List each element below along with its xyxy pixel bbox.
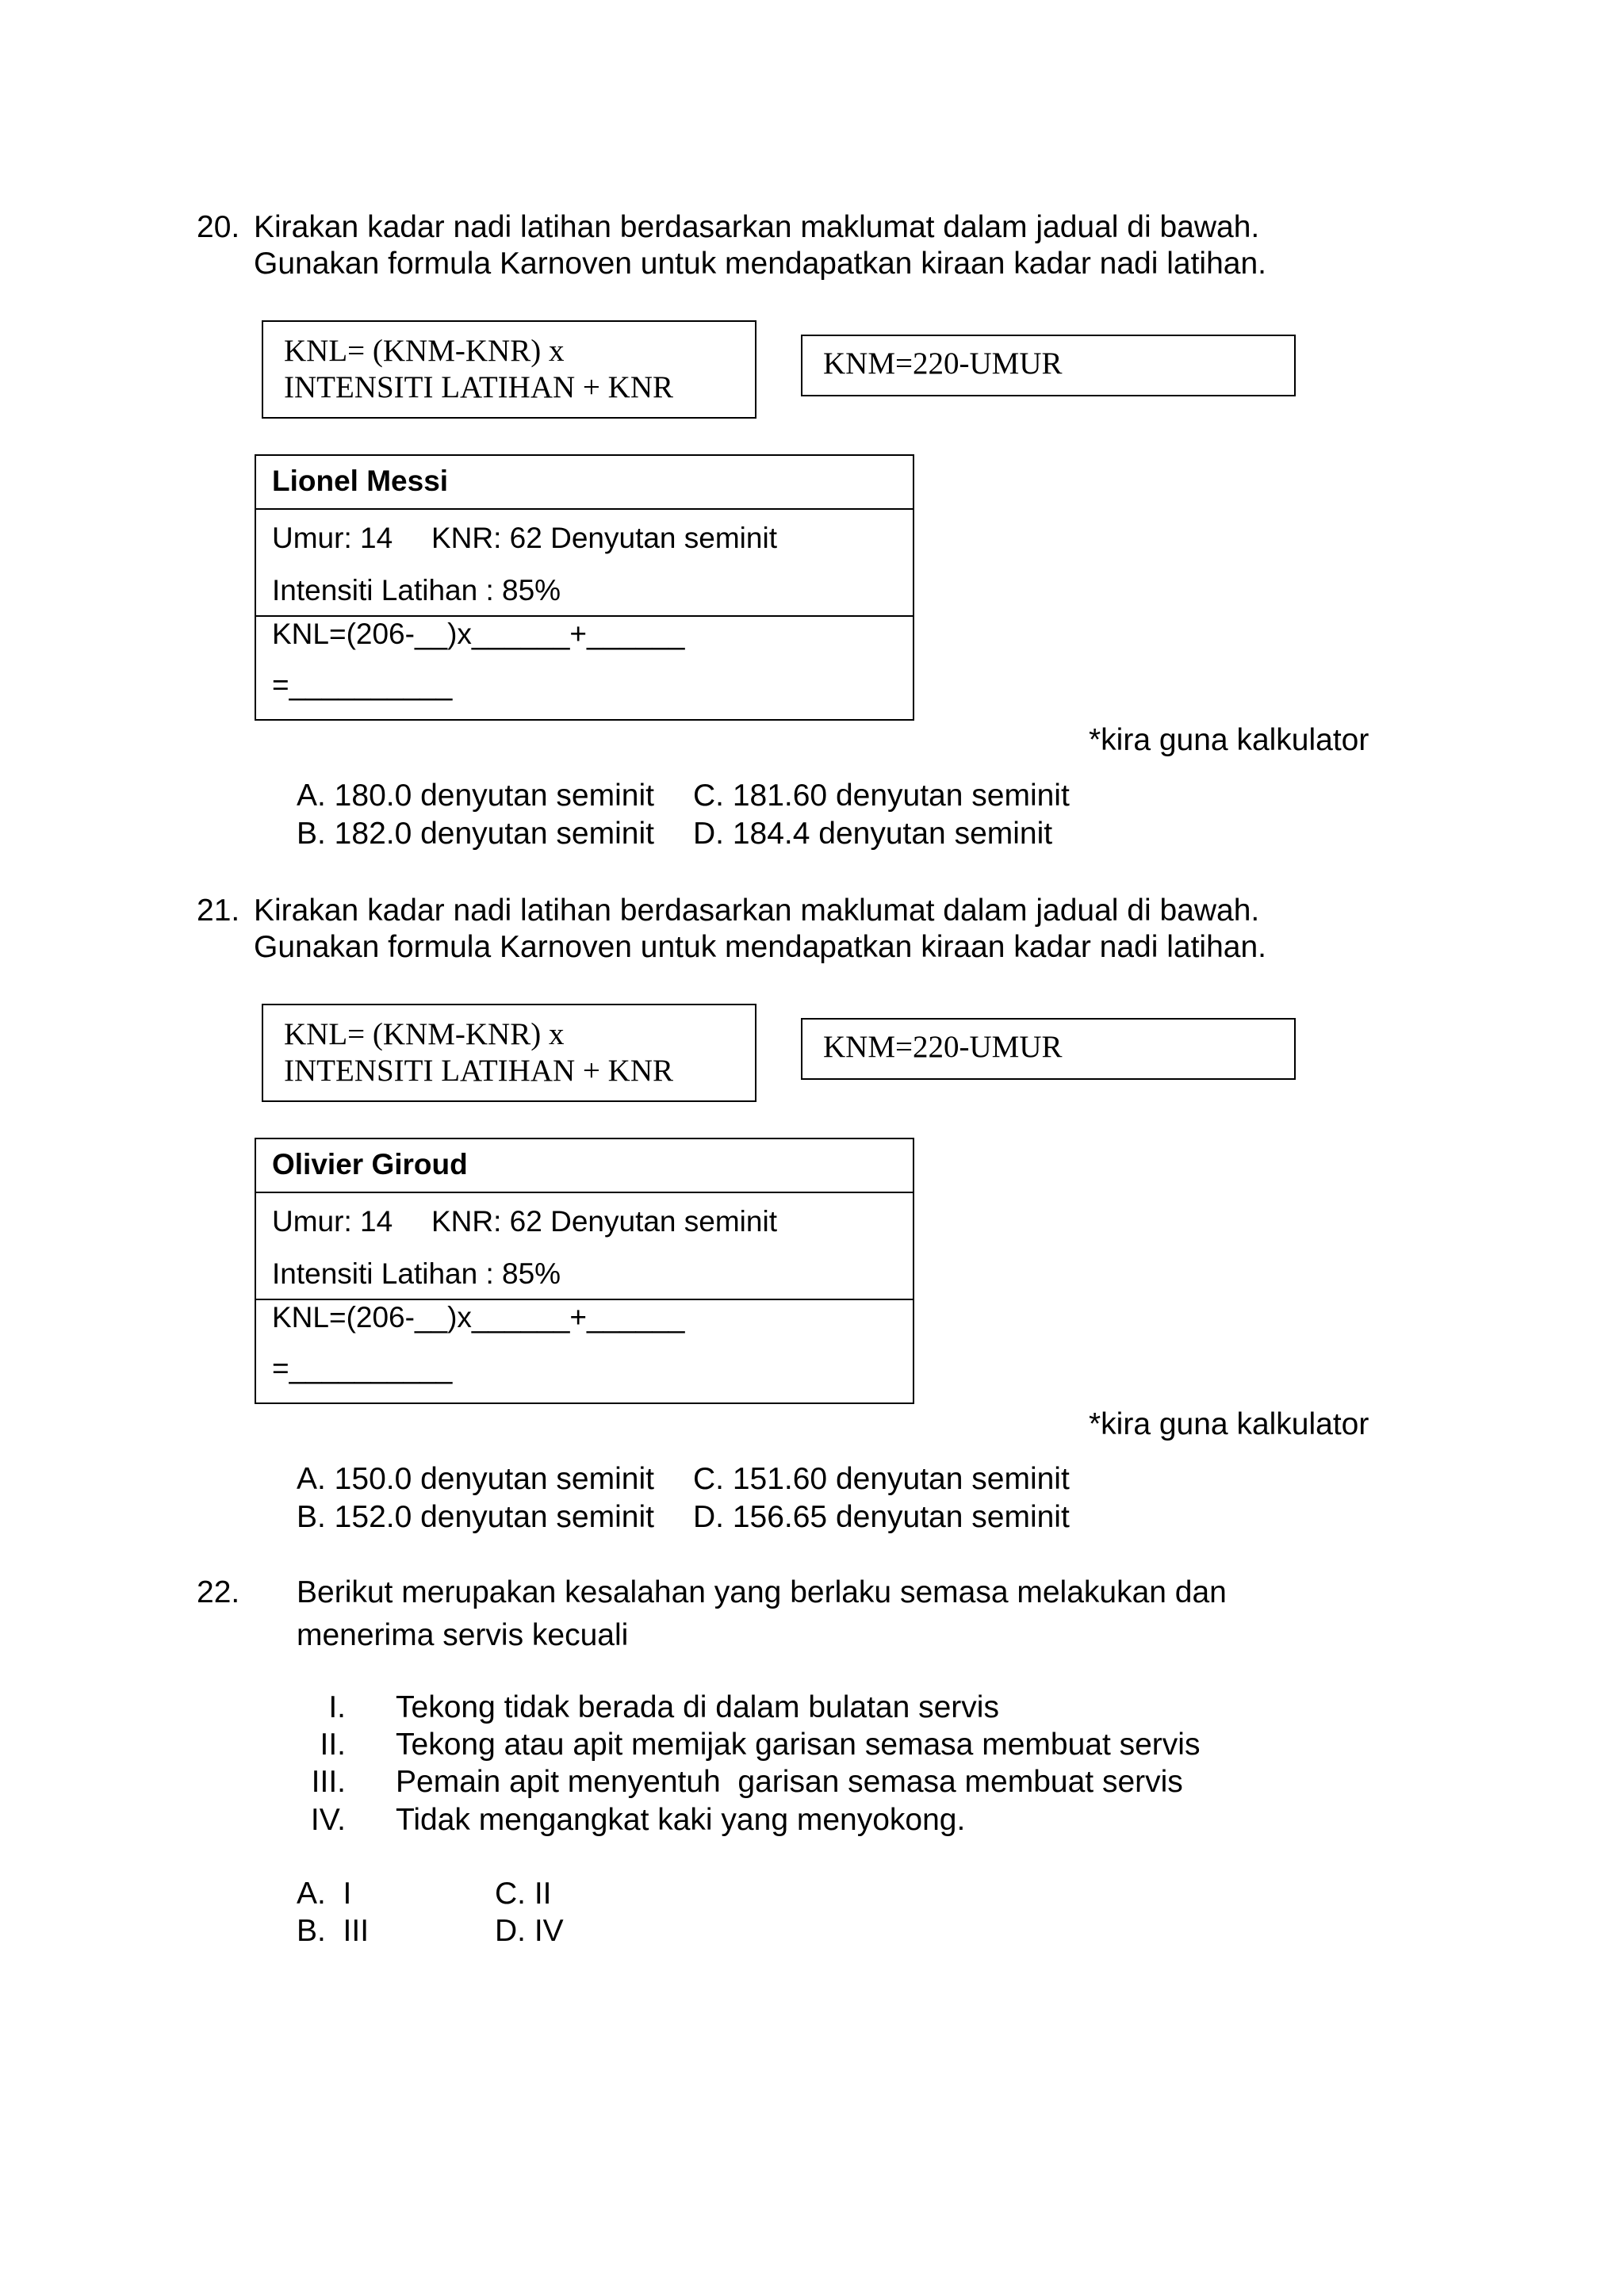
formula-line: INTENSITI LATIHAN + KNR xyxy=(284,1054,674,1088)
option-c[interactable]: C. 181.60 denyutan seminit xyxy=(693,779,1070,813)
data-table xyxy=(255,1138,914,1404)
option-a[interactable]: A. 150.0 denyutan seminit xyxy=(297,1462,654,1496)
question-number: 22. xyxy=(197,1575,240,1609)
statement-text: Tekong atau apit memijak garisan semasa membuat servis xyxy=(396,1728,1201,1762)
option-a[interactable]: A. I xyxy=(297,1877,352,1911)
knm-formula-box xyxy=(801,335,1296,396)
calc-result-line: =__________ xyxy=(272,1352,453,1384)
data-table xyxy=(255,454,914,721)
question-number: 20. xyxy=(197,210,240,244)
option-b[interactable]: B. 182.0 denyutan seminit xyxy=(297,817,654,851)
knr-value: KNR: 62 Denyutan seminit xyxy=(431,522,777,554)
knl-formula-box xyxy=(262,1004,756,1102)
knr-value: KNR: 62 Denyutan seminit xyxy=(431,1205,777,1238)
option-a[interactable]: A. 180.0 denyutan seminit xyxy=(297,779,654,813)
knl-formula-box xyxy=(262,320,756,419)
knm-formula-box xyxy=(801,1018,1296,1080)
option-c[interactable]: C. 151.60 denyutan seminit xyxy=(693,1462,1070,1496)
calc-line: KNL=(206-__)x______+______ xyxy=(272,1301,685,1334)
question-text: Berikut merupakan kesalahan yang berlaku semasa melakukan dan xyxy=(297,1575,1227,1609)
athlete-name: Lionel Messi xyxy=(272,465,449,497)
calculator-note: *kira guna kalkulator xyxy=(1089,723,1369,757)
formula-line: INTENSITI LATIHAN + KNR xyxy=(284,370,674,404)
statement-text: Tekong tidak berada di dalam bulatan servis xyxy=(396,1690,999,1724)
statement-numeral: II. xyxy=(320,1728,346,1762)
question-text: Kirakan kadar nadi latihan berdasarkan maklumat dalam jadual di bawah. xyxy=(254,894,1260,928)
formula-line: KNM=220-UMUR xyxy=(823,1030,1063,1064)
option-b[interactable]: B. 152.0 denyutan seminit xyxy=(297,1500,654,1534)
statement-numeral: III. xyxy=(311,1765,346,1799)
calc-result-line: =__________ xyxy=(272,668,453,701)
formula-line: KNM=220-UMUR xyxy=(823,346,1063,381)
formula-line: KNL= (KNM-KNR) x xyxy=(284,334,565,368)
statement-numeral: I. xyxy=(328,1690,346,1724)
question-text: menerima servis kecuali xyxy=(297,1618,629,1652)
age-value: Umur: 14 xyxy=(272,1205,393,1238)
option-b[interactable]: B. III xyxy=(297,1914,370,1948)
calculator-note: *kira guna kalkulator xyxy=(1089,1407,1369,1441)
statement-numeral: IV. xyxy=(310,1803,346,1837)
statement-text: Pemain apit menyentuh garisan semasa membuat servis xyxy=(396,1765,1183,1799)
question-text: Gunakan formula Karnoven untuk mendapatkan kiraan kadar nadi latihan. xyxy=(254,247,1266,281)
question-text: Kirakan kadar nadi latihan berdasarkan maklumat dalam jadual di bawah. xyxy=(254,210,1260,244)
intensity-value: Intensiti Latihan : 85% xyxy=(272,1257,561,1290)
option-d[interactable]: D. 184.4 denyutan seminit xyxy=(693,817,1053,851)
intensity-value: Intensiti Latihan : 85% xyxy=(272,574,561,607)
athlete-name: Olivier Giroud xyxy=(272,1148,468,1181)
option-c[interactable]: C. II xyxy=(495,1877,552,1911)
formula-line: KNL= (KNM-KNR) x xyxy=(284,1017,565,1051)
question-text: Gunakan formula Karnoven untuk mendapatkan kiraan kadar nadi latihan. xyxy=(254,930,1266,964)
option-d[interactable]: D. 156.65 denyutan seminit xyxy=(693,1500,1070,1534)
option-d[interactable]: D. IV xyxy=(495,1914,564,1948)
age-value: Umur: 14 xyxy=(272,522,393,554)
calc-line: KNL=(206-__)x______+______ xyxy=(272,618,685,650)
statement-text: Tidak mengangkat kaki yang menyokong. xyxy=(396,1803,966,1837)
question-number: 21. xyxy=(197,894,240,928)
